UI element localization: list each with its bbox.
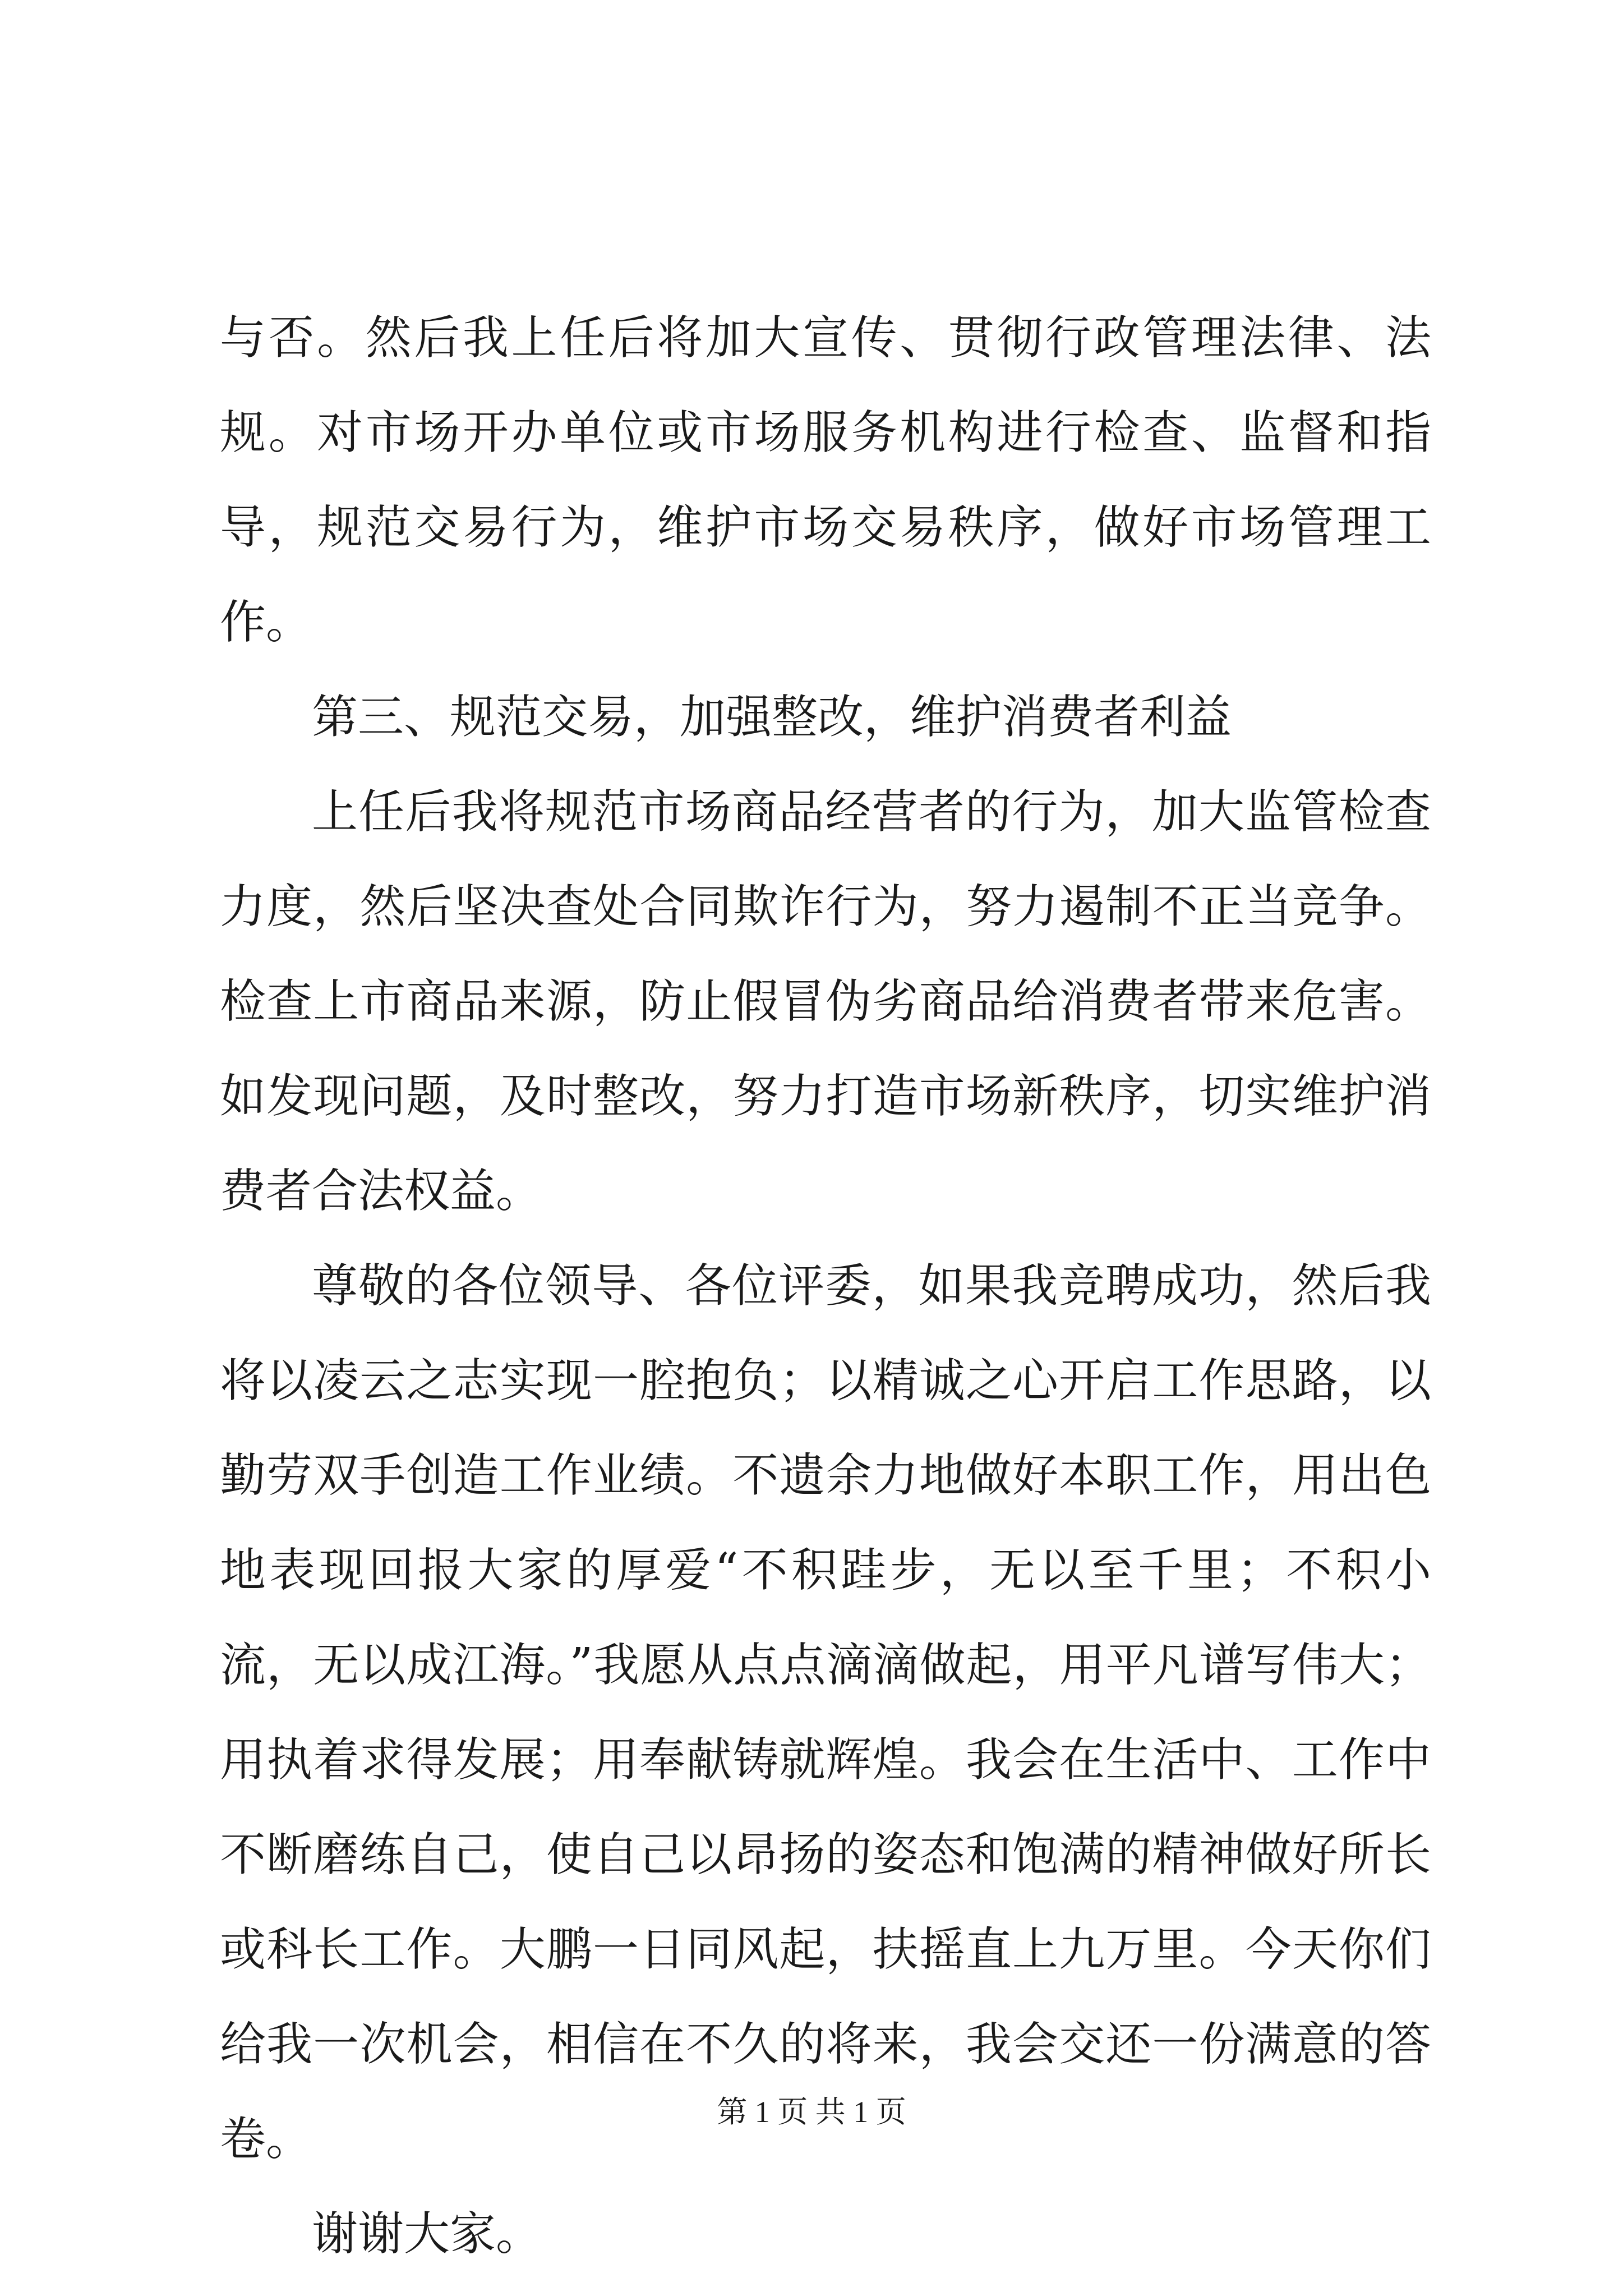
paragraph-thanks: 谢谢大家。 [312,2207,542,2261]
section-heading: 第三、规范交易，加强整改，维护消费者利益 [312,691,1232,744]
document-body [220,291,1431,2281]
paragraph-regulation: 上任后我将规范市场商品经营者的行为，加大监管检查力度，然后坚决查处合同欺诈行为，努力遏制不正当竞争。检查上市商品来源，防止假冒伪劣商品给消费者带来危害。如发现问题，及时整改，努力打造市场新秩序，切实维护消费者合法权益。 [220,785,1431,1218]
paragraph-continuation: 与否。然后我上任后将加大宣传、贯彻行政管理法律、法规。对市场开办单位或市场服务机构进行检查、监督和指导，规范交易行为，维护市场交易秩序，做好市场管理工作。 [220,311,1431,649]
page-footer: 第 1 页 共 1 页 [717,2095,906,2129]
paragraph-closing-pledge: 尊敬的各位领导、各位评委，如果我竞聘成功，然后我将以凌云之志实现一腔抱负；以精诚之心开启工作思路，以勤劳双手创造工作业绩。不遗余力地做好本职工作，用出色地表现回报大家的厚爱“不积跬步，无以至千里；不积小流，无以成江海。”我愿从点点滴滴做起，用平凡谱写伟大；用执着求得发展；用奉献铸就辉煌。我会在生活中、工作中不断磨练自己，使自己以昂扬的姿态和饱满的精神做好所长或科长工作。大鹏一日同风起，扶摇直上九万里。今天你们给我一次机会，相信在不久的将来，我会交还一份满意的答卷。 [220,1259,1431,2166]
